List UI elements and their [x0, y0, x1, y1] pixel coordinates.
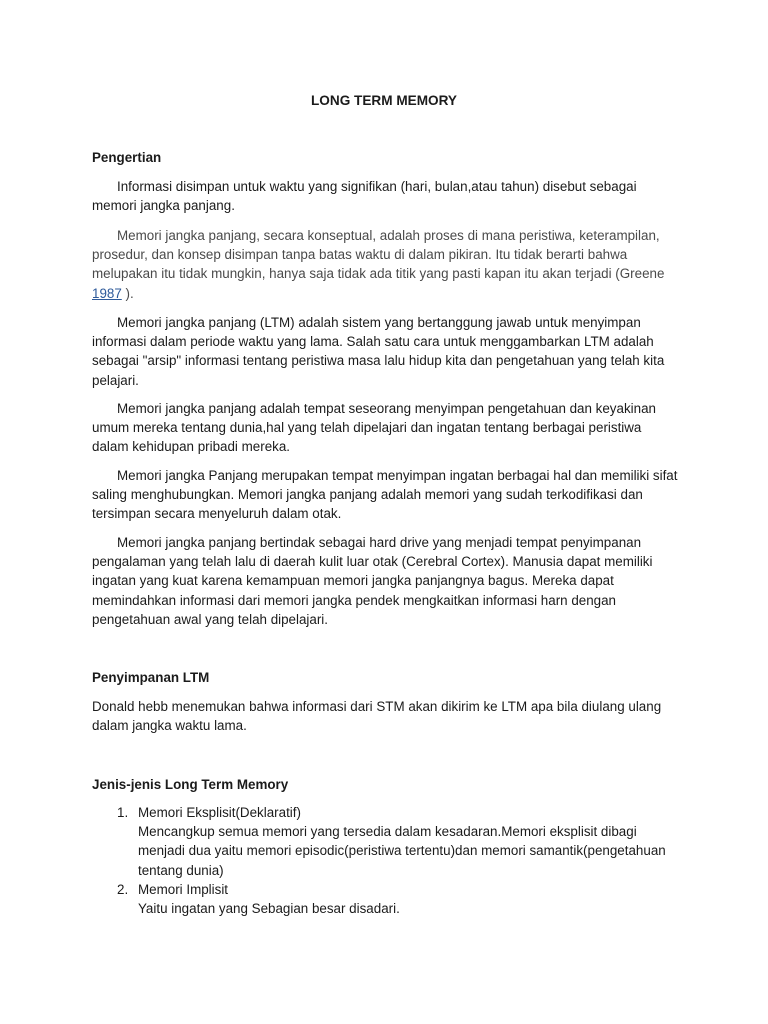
citation-link[interactable]: 1987 [92, 285, 122, 301]
paragraph-4: Memori jangka panjang adalah tempat seseorang menyimpan pengetahuan dan keyakinan umum mereka tentang dunia,hal yang telah dipelajari dan ingatan tentang berbagai peristiwa dalam kehidupan pribadi mereka. [92, 401, 656, 455]
paragraph-1: Informasi disimpan untuk waktu yang signifikan (hari, bulan,atau tahun) disebut sebagai memori jangka panjang. [92, 179, 637, 214]
list-item [92, 803, 678, 880]
list-item-title: Memori Implisit [138, 881, 229, 897]
memory-type-list [92, 803, 678, 918]
paragraph-2-end: ). [121, 285, 134, 301]
section-heading-pengertian: Pengertian [92, 150, 162, 165]
list-item-description: Mencangkup semua memori yang tersedia dalam kesadaran.Memori eksplisit dibagi menjadi dua yaitu memori episodic(peristiwa tertentu)dan memori samantik(pengetahuan tentang dunia) [138, 824, 666, 878]
document-title: LONG TERM MEMORY [311, 93, 457, 108]
list-item-description: Yaitu ingatan yang Sebagian besar disadari. [138, 901, 400, 917]
list-item-title: Memori Eksplisit(Deklaratif) [138, 805, 301, 820]
paragraph-2 [92, 226, 678, 303]
paragraph-penyimpanan: Donald hebb menemukan bahwa informasi dari STM akan dikirim ke LTM apa bila diulang ulang dalam jangka waktu lama. [92, 699, 662, 734]
paragraph-2-text: Memori jangka panjang, secara konseptual, adalah proses di mana peristiwa, keterampilan, prosedur, dan konsep disimpan tanpa batas waktu di dalam pikiran. Itu tidak berarti bahwa melupakan itu tidak mungkin, hanya saja tidak ada titik yang pasti kapan itu akan terjadi (Greene [92, 228, 665, 282]
list-item-number: 2. [117, 881, 129, 897]
section-heading-jenis: Jenis-jenis Long Term Memory [92, 777, 289, 792]
list-item [92, 880, 678, 918]
list-item-number: 1. [117, 805, 129, 820]
paragraph-3: Memori jangka panjang (LTM) adalah sistem yang bertanggung jawab untuk menyimpan informasi dalam periode waktu yang lama. Salah satu cara untuk menggambarkan LTM adalah sebagai "arsip" informasi tentang peristiwa masa lalu hidup kita dan pengetahuan yang telah kita pelajari. [92, 315, 665, 388]
section-heading-penyimpanan: Penyimpanan LTM [92, 670, 210, 685]
paragraph-5: Memori jangka Panjang merupakan tempat menyimpan ingatan berbagai hal dan memiliki sifat saling menghubungkan. Memori jangka panjang adalah memori yang sudah terkodifikasi dan tersimpan secara menyeluruh dalam otak. [92, 468, 678, 522]
paragraph-6: Memori jangka panjang bertindak sebagai hard drive yang menjadi tempat penyimpanan pengalaman yang telah lalu di daerah kulit luar otak (Cerebral Cortex). Manusia dapat memiliki ingatan yang kuat karena kemampuan memori jangka panjangnya bagus. Mereka dapat memindahkan informasi dari memori jangka pendek mengkaitkan informasi harn dengan pengetahuan awal yang telah dipelajari. [92, 535, 653, 627]
